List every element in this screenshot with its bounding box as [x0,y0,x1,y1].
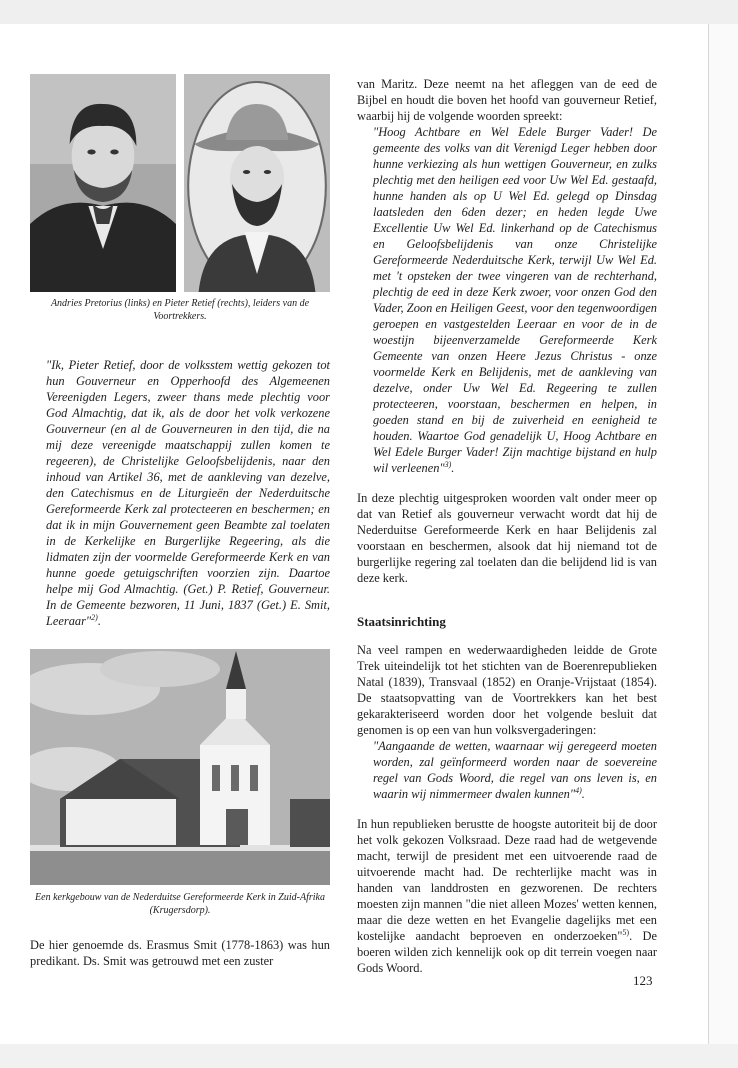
scan-margin-bottom [0,1044,738,1068]
volksraad-paragraph [357,816,657,976]
analysis-paragraph: In deze plechtig uitgesproken woorden valt onder meer op dat van Retief als gouverneur verwacht wordt dat hij de Nederduitse Gereformeerde Kerk en haar Belijdenis zal voorstaan en beschermen, alsook dat hij niemand tot de burgerlijke regering zal toelaten dan die belijdend lid is van deze kerk. [357,491,657,585]
scan-margin-right [708,24,738,1044]
portrait-retief [184,74,330,292]
oath-quote-text: "Ik, Pieter Retief, door de volksstem wettig gekozen tot hun Gouverneur en Opperhoofd des Algemeenen Vereenigden Legers, zweer thans mede plechtig voor God Almachtig, dat ik, als de door het volk verkozene Gouverneur (en al de Gouverneuren in den tijd, die na mij deze vereenigde maatschappij zullen komen te regeeren), de Christelijke Geloofsbelijdenis, naar den inhoud van Artikel 36, met de aankleving van dezelve, den Catechismus en de Liturgieën der Nederduitsche Gereformeerde Kerk zal protecteeren en beschermen; en dat ik in mijn Gouvernement geen Beambte zal toelaten in de Kerkelijke en Burgerlijke Regeering, als die lidmaten zijn der voormelde Gereformeerde Kerk en van hunne goede getuigschriften voorzien zijn. Daartoe helpe mij God Almachtig. (Get.) P. Retief, Gouverneur. In de Gemeente bezworen, 11 Juni, 1837 (Get.) E. Smit, Leeraar" [46,358,330,628]
left-column [30,74,330,969]
footnote-ref: 3) [444,459,452,469]
address-quote-text: "Hoog Achtbare en Wel Edele Burger Vader! De gemeente des volks van dit Verenigd Leger hebben door hunne verkiezing als hun wettigen Gouverneur, en zulks plechtig met den heiligen eed voor Uw Wel Ed. gestaafd, hunne handen als op U Wel Ed. gelegd op Dinsdag laatsleden den 6den dezer; en heden legde Uwe Excellentie Uw Wel Ed. linkerhand op de Catechismus en Geloofsbelijdenis van onze Christelijke Gereformeerde Nederduitsche Kerk, terwijl Uw Wel Ed. met 't opsteken der twee vingeren van de rechterhand, plechtig de eed in deze Kerk zwoer, voor onzen God den Vader, Zoon en Heiligen Geest, voor den tegenwoordigen geroepen en vastgestelden Leeraar en voor de in de woestijn bijeenverzamelde Gereformeerde Kerk Gemeente van onzen Heere Jezus Christus - onze voormelde Kerk en Belijdenis, met de aankleving van dezelve, onder Uw Wel Ed. Regeering te zullen protecteeren, voorstaan, beschermen en helpen, in goeden stand en bij de zuiverheid en eenigheid te houden. Waartoe God genadelijk U, Hoog Achtbare en Wel Edele Burger Vader! Zijn machtige bijstand en hulp wil verleenen" [373,125,657,475]
church-caption: Een kerkgebouw van de Nederduitse Gereformeerde Kerk in Zuid-Afrika (Krugersdorp). [35,892,325,916]
burger-vader-quote: "Hoog Achtbare en Wel Edele Burger Vader! De gemeente des volks van dit Verenigd Leger hebben door hunne verkiezing als hun wettigen Gouverneur, en zulks plechtig met den heiligen eed voor Uw Wel Ed. gestaafd, hunne handen als op U Wel Ed. gelegd op Dinsdag laatsleden den 6den dezer; en heden legde Uwe Excellentie Uw Wel Ed. linkerhand op de Catechismus en Geloofsbelijdenis van onze Christelijke Gereformeerde Nederduitsche Kerk, terwijl Uw Wel Ed. met 't opsteken der twee vingeren van de rechterhand, plechtig de eed in deze Kerk zwoer, voor onzen God den Vader, Zoon en Heiligen Geest, voor den tegenwoordigen geroepen en vastgestelden Leeraar en voor de in de woestijn bijeenverzamelde Gereformeerde Kerk Gemeente van onzen Heere Jezus Christus - onze voormelde Kerk en Belijdenis, met de aankleving van dezelve, onder Uw Wel Ed. Regeering te zullen protecteeren, voorstaan, beschermen en helpen, in goeden stand en bij de zuiverheid en eenigheid te houden. Waartoe God genadelijk U, Hoog Achtbare en Wel Edele Burger Vader! Zijn machtige bijstand en hulp wil verleenen"$^{3)}$. [373,125,657,475]
volksraad-text-end: . De boeren wilden zich kennelijk ook op dit terrein voegen naar Gods Woord. [357,929,657,975]
church-photo [30,649,330,885]
retief-oath-quote: "Ik, Pieter Retief, door de volksstem wettig gekozen tot hun Gouverneur en Opperhoofd des Algemeenen Vereenigden Legers, zweer thans mede plechtig voor God Almachtig, dat ik, als de door het volk verkozene Gouverneur (en al de Gouverneuren in den tijd, die na mij deze vereenigde maatschappij zullen komen te regeeren), de Christelijke Geloofsbelijdenis, naar den inhoud van Artikel 36, met de aankleving van dezelve, den Catechismus en de Liturgieën der Nederduitsche Gereformeerde Kerk zal protecteeren en beschermen; en dat ik in mijn Gouvernement geen Beambte zal toelaten in de Kerkelijke en Burgerlijke Regeering, als die lidmaten zijn der voormelde Gereformeerde Kerk en van hunne goede getuigschriften voorzien zijn. Daartoe helpe mij God Almachtig. (Get.) P. Retief, Gouverneur. In de Gemeente bezworen, 11 Juni, 1837 (Get.) E. Smit, Leeraar"$^{2)}$. [46,358,330,628]
footnote-ref: 4) [575,785,582,795]
staatsinrichting-paragraph: Na veel rampen en wederwaardigheden leidde de Grote Trek uiteindelijk tot het stichten van de Boerenrepublieken Natal (1839), Transvaal (1852) en Oranje-Vrijstaat (1854). De staatsopvatting van de Voortrekkers kan het best gekarakteriseerd worden door het volgende besluit dat genomen is op een van hun volksvergaderingen: [357,643,657,737]
section-heading: Staatsinrichting [357,614,446,629]
scan-margin-top [0,0,738,24]
footnote-ref: 5) [622,927,630,937]
portrait-caption: Andries Pretorius (links) en Pieter Retief (rechts), leiders van de Voortrekkers. [50,298,310,322]
resolution-quote-text: "Aangaande de wetten, waarnaar wij geregeerd moeten worden, zal geïnformeerd worden naar de soevereine regel van Gods Woord, die regel van ons leven is, en waarin wij nimmermeer dwalen kunnen" [373,739,657,801]
smit-paragraph: De hier genoemde ds. Erasmus Smit (1778-1863) was hun predikant. Ds. Smit was getrouwd met een zuster [30,938,330,968]
footnote-ref: 2) [91,612,98,622]
page-number: 123 [633,973,653,988]
maritz-intro: van Maritz. Deze neemt na het afleggen van de eed de Bijbel en houdt die boven het hoofd van gouverneur Retief, waarbij hij de volgende woorden spreekt: [357,77,657,123]
right-column [357,76,657,976]
portrait-pretorius [30,74,176,292]
volksraad-text: In hun republieken berustte de hoogste autoriteit bij de door het volk gekozen Volksraad. Deze raad had de wetgevende macht, terwijl de president met een uitvoerende raad de uitvoerende macht had. De rechterlijke macht was in handen van landdrosten en gezworenen. De rechters moesten zijn mannen "die niet alleen Mozes' wetten kennen, maar die deze wetten en het Evangelie dagelijks met een kostelijke aandacht beproeven en onderzoeken" [357,817,657,943]
volksvergadering-quote: "Aangaande de wetten, waarnaar wij geregeerd moeten worden, zal geïnformeerd worden naar de soevereine regel van Gods Woord, die regel van ons leven is, en waarin wij nimmermeer dwalen kunnen"$^{4)}$. [373,739,657,801]
portrait-photos [30,74,330,292]
